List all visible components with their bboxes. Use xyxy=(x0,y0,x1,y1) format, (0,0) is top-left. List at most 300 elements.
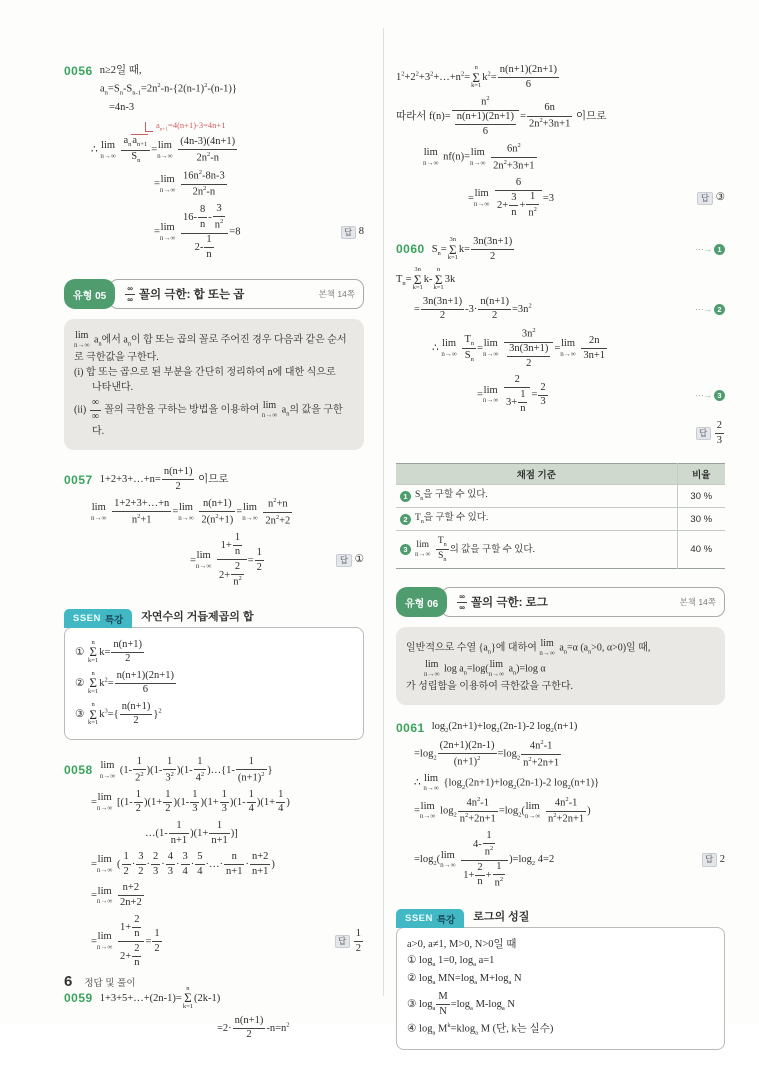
fr xyxy=(181,169,227,199)
fd: 2 xyxy=(133,715,139,727)
sigma: Σ xyxy=(472,69,480,85)
fr xyxy=(504,374,530,416)
formula-content: ① $\log_a 1=0$, $\log_a a=1$ xyxy=(407,955,495,969)
fr xyxy=(134,789,143,816)
sumbot: k=1 xyxy=(88,719,99,727)
msub: n xyxy=(588,648,592,656)
formula-content: ③ $\log_a$ $\frac{M}{N}$ $=\log_a$ $M-\log_a$ N xyxy=(407,991,515,1017)
msub: n xyxy=(128,141,132,149)
sumtop: n xyxy=(91,701,95,709)
limtop: lim xyxy=(160,222,175,234)
fn: 1 xyxy=(493,861,506,875)
step-mark-badge: 2 xyxy=(714,304,725,315)
sum xyxy=(88,640,98,665)
formula-content: lim n→∞ $\frac{1+2+3+\dots+n}{n^2+1}$ = lim n→∞ $\frac{n(n+1)}{2(n^2+1)}$ = lim n→∞ $\frac{n^2+n}{2n^2+2}$ xyxy=(91,497,291,527)
fr xyxy=(194,756,207,785)
ssen-brand-label: SSEN xyxy=(405,913,433,925)
msub: a xyxy=(432,1029,436,1037)
msub: n xyxy=(463,669,467,677)
fd: $n^2+2n+1$ xyxy=(459,812,496,825)
formula-content: $1^2+2^2+3^2+\dots+n^2=$ n Σ k=1 $k^2=$ $\frac{n(n+1)(2n+1)}{6}$ xyxy=(396,64,558,90)
fr xyxy=(166,851,175,878)
msub: a xyxy=(475,1029,479,1037)
fr xyxy=(493,861,506,890)
msup: 2 xyxy=(477,796,481,804)
fn: 1 xyxy=(152,928,161,942)
fr xyxy=(236,756,267,785)
fd xyxy=(452,111,519,139)
msub: n xyxy=(420,518,424,525)
fd: $n^2$ xyxy=(484,844,494,858)
fn: 16- $\frac{8}{n}$ - $\frac{3}{n^2}$ xyxy=(181,203,228,233)
msub: 2 xyxy=(496,727,500,735)
fd: 3 xyxy=(540,396,546,408)
ssen-box-powers xyxy=(64,608,364,741)
lim xyxy=(423,148,439,167)
formula-line xyxy=(64,1015,364,1042)
fn: 1 xyxy=(518,389,527,403)
formula-content: = lim n→∞ $\frac{16n^2-8n-3}{2n^2-n}$ xyxy=(154,169,225,198)
fn: 1 xyxy=(134,789,143,803)
fr xyxy=(152,928,161,955)
fn: 3n(3n+1) xyxy=(471,236,514,250)
formula-content: = lim n→∞ 2 3+ $\frac{1}{n}$ = $\frac{2}{3}$ xyxy=(477,374,546,415)
fn: 1 xyxy=(526,191,539,205)
ratio-cell: 30 % xyxy=(677,485,725,508)
step-mark-badge: 3 xyxy=(714,390,725,401)
lim xyxy=(415,541,431,559)
sumtop: 3n xyxy=(414,266,421,274)
msup: 2 xyxy=(158,707,162,715)
fd: $2n^2+3n+1$ xyxy=(493,158,535,172)
formula-line xyxy=(64,756,364,785)
lim xyxy=(489,660,505,678)
formula-line xyxy=(75,701,353,728)
msub: n xyxy=(443,556,447,563)
type-05-badge: 유형 05 xyxy=(64,279,115,309)
sumtop: n xyxy=(186,984,190,992)
problem-number: 0057 xyxy=(64,472,93,487)
formula-line xyxy=(64,102,364,115)
msup: 2 xyxy=(261,770,265,778)
fr xyxy=(217,532,247,590)
msub: n xyxy=(470,339,475,347)
fd: n xyxy=(477,876,483,888)
limtop: lim xyxy=(160,174,175,186)
msup: 2 xyxy=(460,70,465,78)
fr xyxy=(461,830,508,889)
msup: 2 xyxy=(430,70,434,78)
sigma: Σ xyxy=(413,271,422,287)
formula-content: $a_{n+1}=4(n+1)-3=4n+1$ xyxy=(145,118,225,133)
formula-content: ∴ lim n→∞ $a_na_{n+1}$ $S_n$ = lim n→∞ $\frac{(4n-3)(4n+1)}{2n^2-n}$ xyxy=(91,135,236,165)
step-2-badge: 2 xyxy=(400,514,411,525)
formula-line xyxy=(396,796,725,826)
ssen-title: 자연수의 거듭제곱의 합 xyxy=(141,610,254,623)
msup: 2 xyxy=(528,755,532,763)
sum xyxy=(88,671,98,696)
ovl: $a_{n+1}$ xyxy=(132,135,148,149)
formula-line xyxy=(396,739,725,769)
limtop: lim xyxy=(420,800,435,812)
fd: 6 xyxy=(142,684,148,696)
fd: 2 xyxy=(123,865,129,877)
msub: a xyxy=(470,1005,473,1013)
formula-content: $S_n=$ 3n Σ k=1 k= $\frac{3n(3n+1)}{2}$ xyxy=(431,235,513,262)
msup: 2 xyxy=(273,497,277,505)
lim xyxy=(423,774,439,793)
formula-content: 일반적으로 수열 $\{a_n\}$에 대하여 lim n→∞ $a_n=\alpha$ ($a_n>0$, α>0)일 때, xyxy=(406,638,651,658)
limsub: n→∞ xyxy=(419,812,436,821)
fn: 1 xyxy=(204,234,213,248)
fd: 3+ $\frac{1}{n}$ xyxy=(506,388,526,415)
formula-line xyxy=(64,82,364,97)
fn: n(n+1) xyxy=(162,466,195,480)
msub: 2 xyxy=(445,727,449,735)
formula-line xyxy=(64,914,364,970)
fd: $4^2$ xyxy=(195,770,205,784)
msub: 2 xyxy=(453,811,457,819)
limsub: n→∞ xyxy=(100,151,116,160)
limtop: lim xyxy=(483,384,498,396)
fd: n+1 xyxy=(251,865,269,877)
sum xyxy=(448,237,458,262)
formula-content: n≥2일 때, xyxy=(99,64,142,76)
fr xyxy=(112,498,171,527)
msub: 2 xyxy=(461,783,466,791)
fr xyxy=(526,191,539,220)
fd: $n^2+1$ xyxy=(131,512,152,526)
formula-content: $\log_2(2n+1)+\log_2(2n-1)-2$ $\log_2(n+1)$ xyxy=(431,721,578,735)
fr xyxy=(538,382,547,409)
fn: n(n+1) xyxy=(478,296,511,310)
fn: 1 xyxy=(255,547,264,561)
formula-content: = lim n→∞ 6 2+ $\frac{3}{n}$ + $\frac{1}{n^2}$ =3 xyxy=(468,176,555,219)
msub: n xyxy=(119,89,123,97)
fn: 2 xyxy=(538,382,547,396)
fr xyxy=(111,639,144,666)
formula-content: = $\frac{3n(3n+1)}{2}$ -3· $\frac{n(n+1)}{2}$ $=3n^2$ xyxy=(414,295,532,322)
fn: $n^2$ xyxy=(452,95,519,111)
fr xyxy=(247,789,256,816)
fn: 2 xyxy=(231,561,244,575)
fn: 1 xyxy=(233,532,242,546)
type-06-page-ref: 본책 14쪽 xyxy=(679,597,716,608)
sumtop: n xyxy=(91,638,95,646)
fn: 1+ $\frac{2}{n}$ xyxy=(118,914,144,943)
msup: 2 xyxy=(477,754,481,762)
fn: M xyxy=(436,991,449,1005)
solution-continuation xyxy=(396,64,725,220)
limsub: n→∞ xyxy=(195,561,212,570)
fr xyxy=(118,914,144,970)
fn: (2n+1)(2n-1) xyxy=(438,740,497,754)
msup: 2 xyxy=(140,770,144,778)
fr xyxy=(504,327,553,370)
type-06-summary-box xyxy=(396,627,725,705)
msup: 2 xyxy=(565,796,569,804)
fn: 1+2+3+…+n xyxy=(112,498,171,512)
fd xyxy=(504,343,553,371)
limtop: lim xyxy=(97,854,112,866)
msup: 2 xyxy=(104,676,108,684)
fn: $a_na_{n+1}$ xyxy=(121,135,150,150)
lim xyxy=(160,175,176,194)
msup: 2 xyxy=(553,812,557,820)
limsub: n→∞ xyxy=(560,349,576,358)
fd: 1+ $\frac{2}{n}$ + $\frac{1}{n^2}$ xyxy=(463,861,504,889)
sum xyxy=(88,702,98,727)
limsub: n→∞ xyxy=(539,649,555,658)
limtop: lim xyxy=(540,638,554,650)
fd: 3 xyxy=(192,803,198,815)
formula-line xyxy=(64,851,364,878)
fd: 3 xyxy=(167,865,174,877)
formula-line xyxy=(407,939,714,952)
formula-line xyxy=(74,352,354,364)
criteria-cell: 2 $T_n$을 구할 수 있다. xyxy=(400,513,673,526)
fr xyxy=(478,296,511,323)
msup: 2 xyxy=(137,512,141,520)
answer-badge: 답 xyxy=(702,853,717,866)
limtop: lim xyxy=(91,502,106,514)
fd: N xyxy=(439,1005,447,1017)
msub: a xyxy=(508,979,512,987)
msub: n xyxy=(513,669,517,677)
fr xyxy=(457,592,467,612)
formula-line xyxy=(407,991,714,1018)
limtop: lim xyxy=(489,659,503,671)
limsub: n→∞ xyxy=(159,233,176,242)
answer-value: ③ xyxy=(715,191,725,203)
fd: n+1 xyxy=(170,834,188,846)
fd: 2+ $\frac{2}{n}$ xyxy=(120,942,140,969)
step-mark xyxy=(689,244,725,255)
problem-0060 xyxy=(396,236,725,447)
fr xyxy=(204,234,213,261)
limtop: lim xyxy=(97,931,112,943)
fn: $3n^2$ xyxy=(504,327,553,343)
lim xyxy=(178,503,194,522)
ratio-cell: 40 % xyxy=(677,531,725,569)
sumtop: 3n xyxy=(449,236,457,244)
lim xyxy=(242,503,258,522)
fd: n xyxy=(134,928,140,940)
lim xyxy=(160,223,176,242)
fr xyxy=(199,498,235,527)
sumbot: k=1 xyxy=(182,1003,193,1011)
lim xyxy=(97,887,113,906)
fr xyxy=(122,851,131,878)
msup: 2 xyxy=(220,217,224,225)
formula-content: ① n Σ k=1 k= $\frac{n(n+1)}{2}$ xyxy=(75,638,143,665)
formula-line xyxy=(64,820,364,847)
answer xyxy=(329,928,364,955)
formula-line xyxy=(396,142,725,172)
formula-content: ② n Σ k=1 $k^2=$ $\frac{n(n+1)(2n+1)}{6}$ xyxy=(75,669,174,696)
limtop: lim xyxy=(423,147,438,159)
ssen-badge xyxy=(64,609,132,628)
fn: 1 xyxy=(169,820,189,834)
formula-line xyxy=(396,327,725,370)
formula-content: 다. xyxy=(92,426,105,438)
fd: 3 xyxy=(221,803,227,815)
formula-line xyxy=(75,670,353,697)
msub: n xyxy=(98,340,102,348)
fr xyxy=(233,532,242,559)
type-05-title: ∞ ∞ 꼴의 극한: 합 또는 곱 xyxy=(127,284,245,305)
fr xyxy=(133,756,146,785)
limsub: n→∞ xyxy=(488,670,505,679)
limsub: n→∞ xyxy=(423,158,439,167)
ssen-kind-label: 특강 xyxy=(104,614,124,626)
answer-value: ① xyxy=(354,554,364,566)
limsub: n→∞ xyxy=(96,803,113,812)
fd: $S_n$ xyxy=(464,349,474,363)
formula-content: =2· $\frac{n(n+1)}{2}$ $-n=n^2$ xyxy=(217,1014,290,1041)
fd: n xyxy=(234,546,241,558)
step-mark xyxy=(689,390,725,401)
msub: n xyxy=(487,648,491,656)
fn: 2 xyxy=(715,420,724,434)
footer-label: 정답 및 풀이 xyxy=(84,978,136,989)
fr xyxy=(125,284,135,304)
formula-line xyxy=(64,789,364,816)
fr xyxy=(255,547,264,574)
fr xyxy=(213,203,226,232)
problem-number: 0061 xyxy=(396,721,425,736)
fd: 6 xyxy=(482,125,489,137)
msub: n xyxy=(563,648,567,656)
msup: 2 xyxy=(203,185,207,193)
fn: 8 xyxy=(198,204,207,218)
lim xyxy=(420,802,436,821)
right-column xyxy=(396,60,725,1066)
ssen-kind-label: 특강 xyxy=(436,914,456,926)
fr xyxy=(162,466,195,493)
fd: 2 xyxy=(154,942,160,954)
fn: 1 xyxy=(236,756,267,770)
step-1-badge: 1 xyxy=(400,491,411,502)
fd: $n^2+2n+1$ xyxy=(523,755,560,769)
fr xyxy=(120,701,153,728)
problem-0058 xyxy=(64,756,364,970)
limtop: lim xyxy=(100,760,115,772)
limtop: lim xyxy=(196,550,211,562)
msup: 2 xyxy=(275,513,280,521)
limsub: n→∞ xyxy=(470,158,486,167)
fd: 2+ $\frac{3}{n}$ + $\frac{1}{n^2}$ xyxy=(497,191,537,219)
formula-line xyxy=(74,367,354,379)
msub: n xyxy=(437,250,441,258)
formula-content: 나타낸다. xyxy=(92,382,134,394)
formula-line xyxy=(396,95,725,138)
sum xyxy=(183,986,193,1011)
fr xyxy=(132,914,141,941)
formula-line xyxy=(396,296,725,323)
msub: n xyxy=(420,495,424,502)
fn: 1 xyxy=(276,789,285,803)
msup: 2 xyxy=(486,95,490,103)
formula-content: = lim n→∞ 1+ $\frac{1}{n}$ 2+ $\frac{2}{n^2}$ = $\frac{1}{2}$ xyxy=(190,531,262,588)
fn: n(n+1) xyxy=(111,639,144,653)
limtop: lim xyxy=(178,502,193,514)
lim xyxy=(157,141,173,160)
formula-content: $=\log_2$ $\frac{(2n+1)(2n-1)}{(n+1)^2}$ $=\log_2$ $\frac{4n^2-1}{n^2+2n+1}$ xyxy=(414,739,560,769)
fr xyxy=(118,882,144,909)
table-row xyxy=(396,508,725,531)
fr xyxy=(521,739,561,769)
formula-line xyxy=(396,64,725,91)
fn: 3n(3n+1) xyxy=(421,296,464,310)
page-number: 6 xyxy=(64,973,73,990)
msub: a xyxy=(432,961,436,969)
sigma: Σ xyxy=(89,675,97,691)
fd: $S_n$ xyxy=(131,151,141,165)
msup: 2 xyxy=(206,150,211,158)
fd: 2 xyxy=(526,357,532,369)
fd: 3n+1 xyxy=(583,349,606,361)
answer xyxy=(690,420,725,447)
answer-value: 8 xyxy=(358,226,364,238)
lim xyxy=(483,339,499,358)
formula-line xyxy=(407,973,714,987)
fr xyxy=(181,203,228,261)
formula-content: $T_n=$ 3n Σ k=1 k- n Σ k=1 3k xyxy=(396,266,456,292)
answer-badge: 답 xyxy=(341,226,356,239)
limsub: n→∞ xyxy=(91,513,107,522)
fd: $n^2+2n+1$ xyxy=(548,812,585,825)
fr xyxy=(169,820,189,847)
fn: 4 xyxy=(166,851,175,865)
fr xyxy=(509,192,518,219)
fr xyxy=(263,497,292,527)
formula-line xyxy=(396,721,725,735)
limtop: lim xyxy=(425,659,439,671)
problem-0056 xyxy=(64,64,364,261)
type-06-titlebox xyxy=(441,587,725,617)
limsub: n→∞ xyxy=(483,349,499,358)
formula-line xyxy=(407,955,714,969)
limtop: lim xyxy=(97,792,112,804)
formula-content: a>0, a≠1, M>0, N>0일 때 xyxy=(407,938,517,950)
fr xyxy=(163,756,176,785)
formula-content: lim n→∞ (1- $\frac{1}{2^2}$ )(1- $\frac{1}{3^2}$ )(1- $\frac{1}{4^2}$ )…{1- $\frac{1}{(n+1)^2}$ } xyxy=(99,756,273,784)
lim xyxy=(539,639,555,657)
fd: $2(n^2+1)$ xyxy=(201,512,234,526)
fr xyxy=(151,851,160,878)
msub: a xyxy=(501,1005,505,1013)
fn: 1 xyxy=(190,789,199,803)
msub: 2 xyxy=(513,783,517,791)
fr xyxy=(354,928,363,955)
formula-content: ④ $\log_a M^k=klog_a$ M (단, k는 실수) xyxy=(407,1022,554,1037)
formula-content: 로 극한값을 구한다. xyxy=(74,352,159,364)
fn: 1 xyxy=(194,756,207,770)
limsub: n→∞ xyxy=(415,550,431,559)
answer-badge: 답 xyxy=(335,935,350,948)
fd: 2n+2 xyxy=(120,896,142,908)
formula-line xyxy=(406,639,715,657)
type-05-page-ref: 본책 14쪽 xyxy=(318,289,355,300)
limsub: n→∞ xyxy=(96,865,113,874)
fn: 2 xyxy=(132,914,141,928)
fr xyxy=(475,862,484,889)
fn: 3 xyxy=(136,851,145,865)
fd: 3 xyxy=(153,865,159,877)
msup: 2 xyxy=(157,82,161,90)
criteria-cell: 3 lim n→∞ $\frac{T_n}{S_n}$ 의 값을 구할 수 있다. xyxy=(400,536,673,564)
